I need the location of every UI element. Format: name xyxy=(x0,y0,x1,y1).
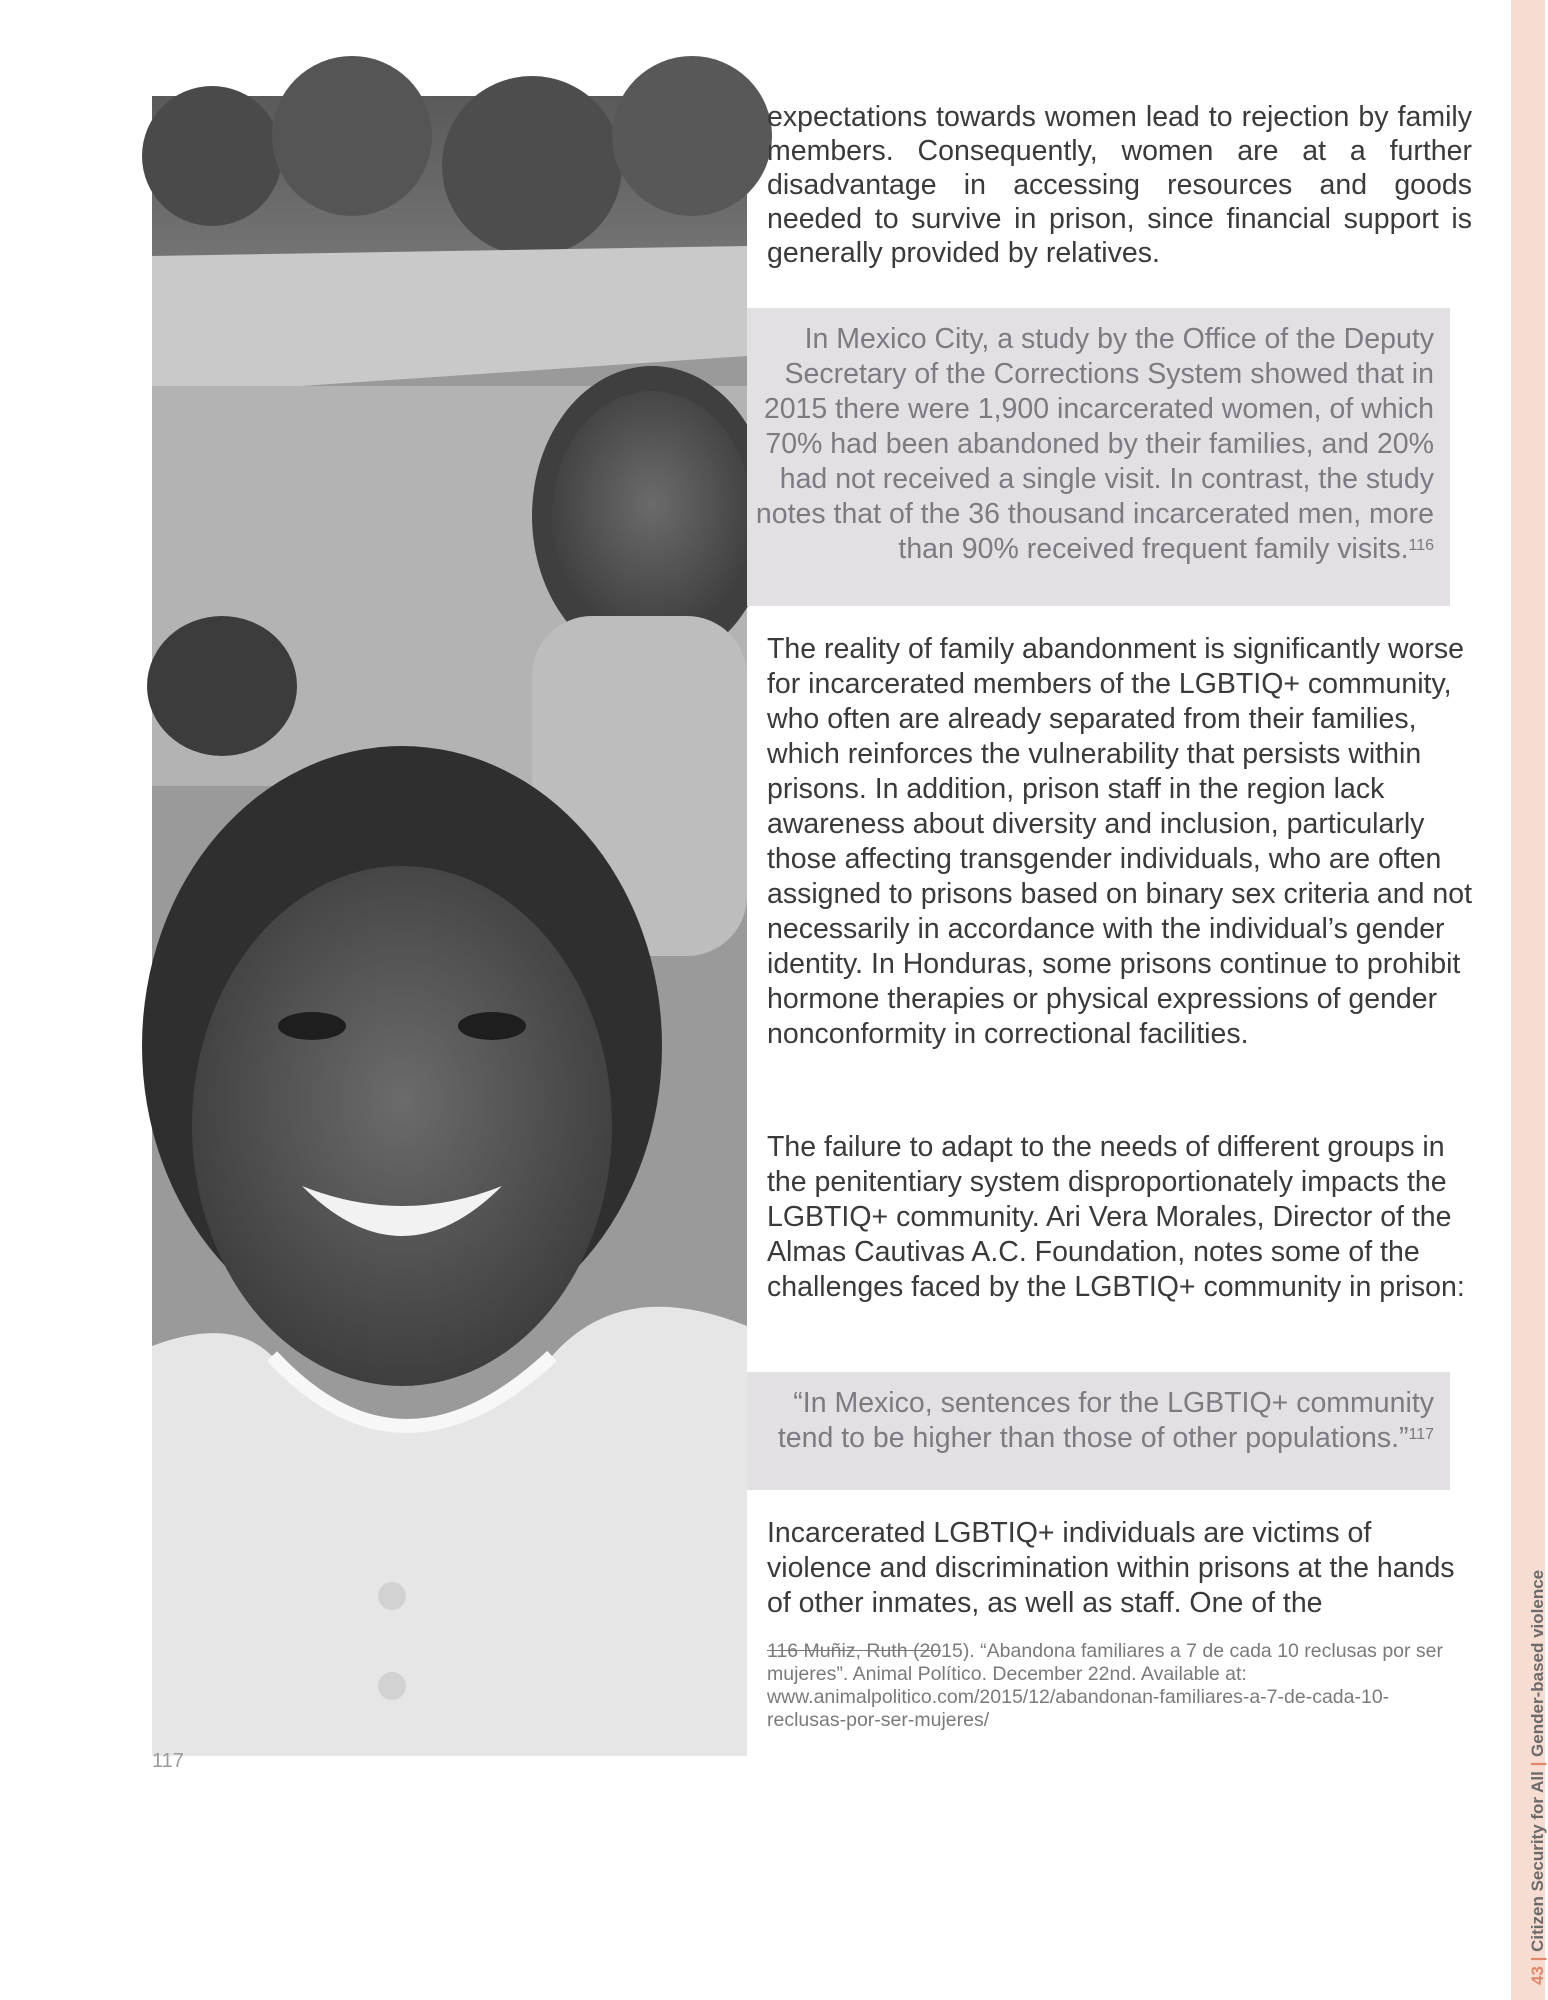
side-tab-label xyxy=(1528,1570,1548,1985)
body-paragraph-4: Incarcerated LGBTIQ+ individuals are victims of violence and discrimination within prisons at the hands of other inmates, as well as staff. One of the xyxy=(767,1517,1455,1619)
body-paragraph-2-block xyxy=(767,632,1472,1052)
body-paragraph-3-block xyxy=(767,1130,1472,1305)
body-paragraph-4-block xyxy=(767,1516,1472,1621)
callout-quote xyxy=(747,1372,1450,1490)
body-paragraph-2: The reality of family abandonment is significantly worse for incarcerated members of the LGBTIQ+ community, who often are already separated from their families, which reinforces the vulnerability that persists within prisons. In addition, prison staff in the region lack awareness about diversity and inclusion, particularly those affecting transgender individuals, who are often assigned to prisons based on binary sex criteria and not necessarily in accordance with the individual’s gender identity. In Honduras, some prisons continue to prohibit hormone therapies or physical expressions of gender nonconformity in correctional facilities. xyxy=(767,633,1472,1050)
photo-illustration xyxy=(152,96,747,1756)
footnote-number-author: 116 Muñiz, Ruth (20 xyxy=(767,1640,942,1662)
intro-block xyxy=(767,100,1472,270)
footnote-ref-117: 117 xyxy=(1408,1426,1434,1443)
footnote-ref-116: 116 xyxy=(1408,537,1434,554)
footnote-116 xyxy=(767,1640,1457,1732)
callout-statistics xyxy=(747,308,1450,606)
image-footnote-number: 117 xyxy=(152,1750,184,1772)
separator-2: | xyxy=(1528,1756,1547,1772)
separator-1: | xyxy=(1528,1951,1547,1967)
callout-statistics-text: In Mexico City, a study by the Office of the Deputy Secretary of the Corrections System showed that in 2015 there were 1,900 incarcerated women, of which 70% had been abandoned by their families, and 20% had not received a single visit. In contrast, the study notes that of the 36 thousand incarcerated men, more than 90% received frequent family visits. xyxy=(755,323,1434,565)
page-number: 43 xyxy=(1528,1966,1547,1985)
footnote-text: 15). “Abandona familiares a 7 de cada 10 reclusas por ser mujeres”. Animal Político. December 22nd. Available at: www.animalpolitico.com/2015/12/abandonan-familiares-a-7-de-cada-10-reclusas-por-ser-mujeres/ xyxy=(767,1640,1444,1731)
section-title: Gender-based violence xyxy=(1528,1569,1547,1757)
intro-paragraph: expectations towards women lead to rejection by family members. Consequently, women are at a further disadvantage in accessing resources and goods needed to survive in prison, since financial support is generally provided by relatives. xyxy=(767,101,1472,269)
report-title: Citizen Security for All xyxy=(1528,1771,1547,1952)
body-paragraph-3: The failure to adapt to the needs of different groups in the penitentiary system disproportionately impacts the LGBTIQ+ community. Ari Vera Morales, Director of the Almas Cautivas A.C. Foundation, notes some of the challenges faced by the LGBTIQ+ community in prison: xyxy=(767,1131,1465,1303)
photo-girls-smiling xyxy=(152,96,747,1756)
callout-quote-text: “In Mexico, sentences for the LGBTIQ+ community tend to be higher than those of other populations.” xyxy=(777,1387,1434,1454)
